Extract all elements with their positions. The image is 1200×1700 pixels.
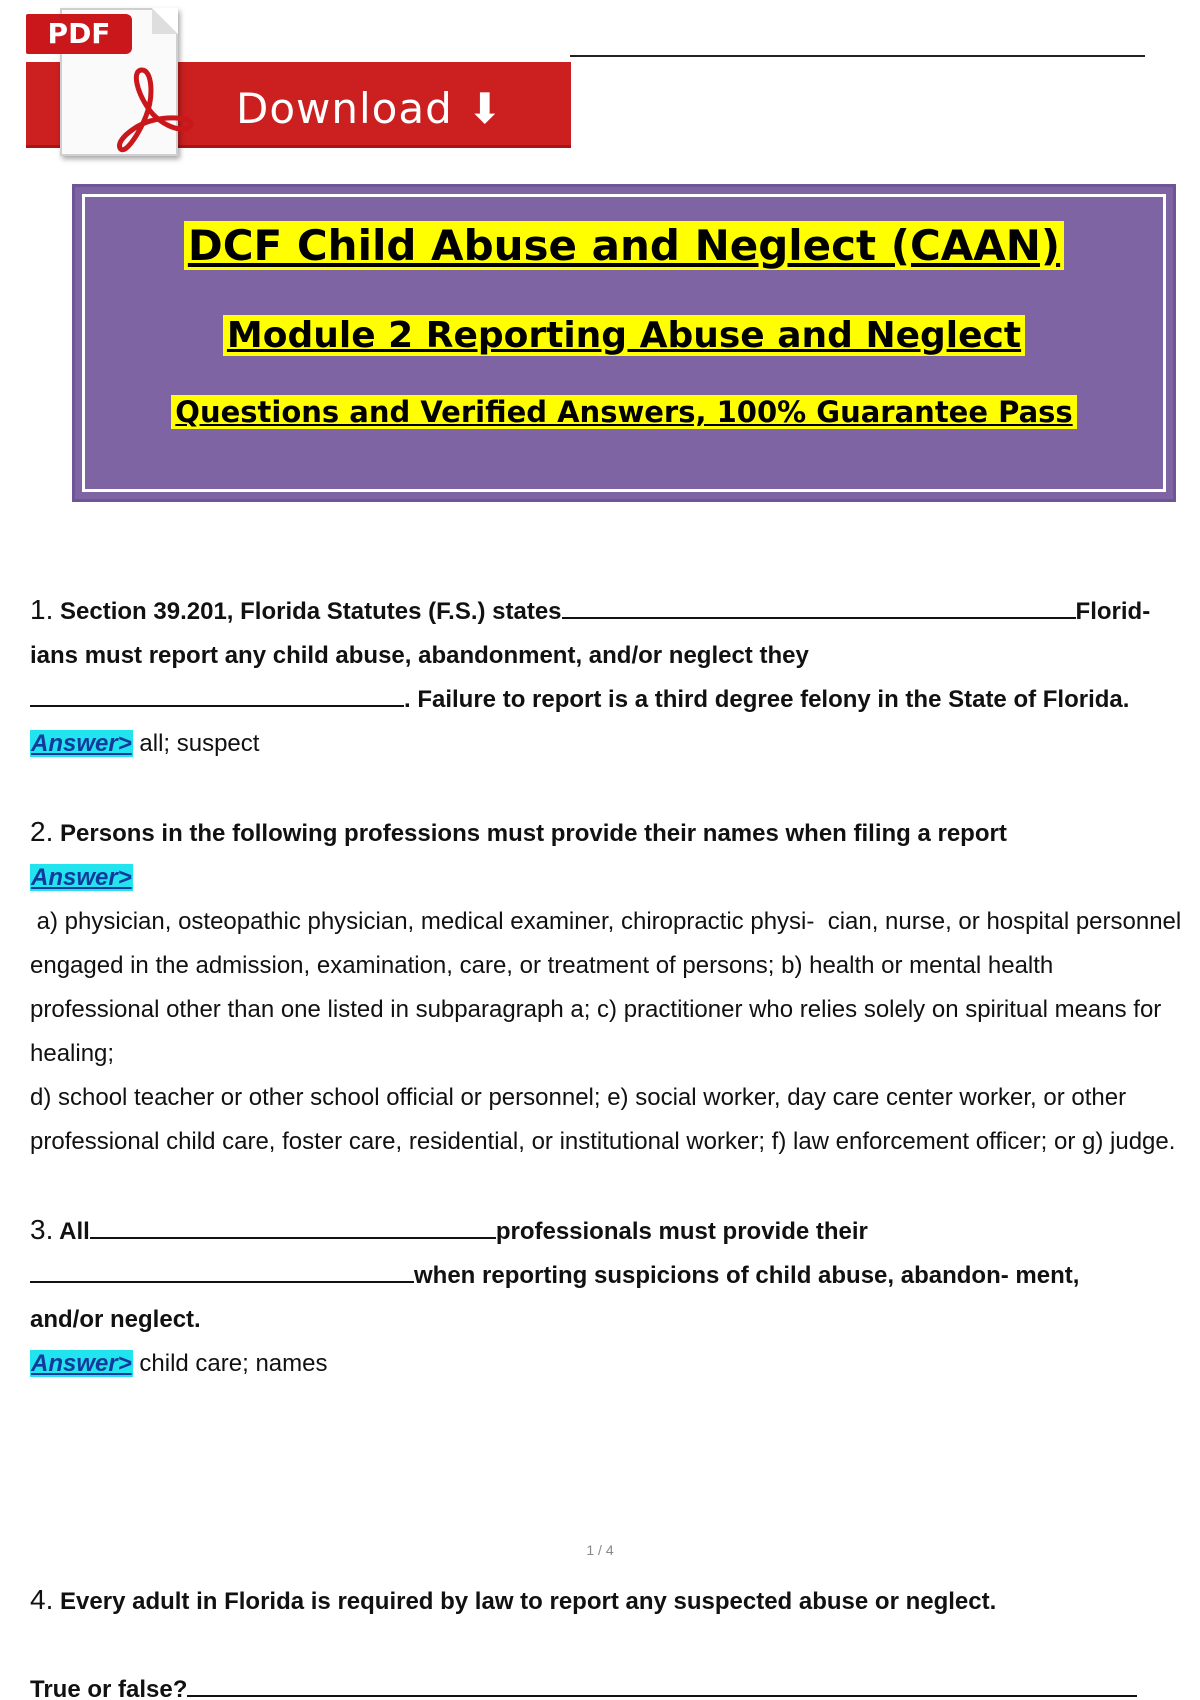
- pdf-download-banner[interactable]: [26, 8, 571, 158]
- fill-in-blank: [562, 597, 1076, 619]
- fill-in-blank: [30, 685, 404, 707]
- fill-in-blank: [187, 1675, 1137, 1697]
- question-1: [30, 588, 1185, 766]
- question-number: 1.: [30, 594, 54, 625]
- question-1-line-2: [30, 634, 1185, 678]
- question-text: Every adult in Florida is required by law to report any suspected abuse or neglect.: [60, 1588, 997, 1615]
- answer-line: engaged in the admission, examination, care, or treatment of persons; b) health or mental health: [30, 952, 1054, 979]
- question-3-line-3: [30, 1298, 1185, 1342]
- question-3-line-1: [30, 1208, 1185, 1254]
- header-rule: [570, 55, 1145, 57]
- page-indicator: 1 / 4: [586, 1542, 614, 1558]
- document-title: DCF Child Abuse and Neglect (CAAN): [75, 221, 1173, 270]
- question-number: 2.: [30, 816, 54, 847]
- question-text: All: [59, 1218, 90, 1245]
- question-text: and/or neglect.: [30, 1306, 201, 1333]
- question-4: [30, 1578, 1185, 1700]
- question-3: [30, 1208, 1185, 1386]
- questions-list: [30, 588, 1185, 1386]
- answer-row: [30, 856, 1185, 900]
- question-text: when reporting suspicions of child abuse, abandon- ment,: [414, 1262, 1080, 1289]
- answer-label: Answer>: [31, 730, 132, 757]
- answer-line: professional other than one listed in subparagraph a; c) practitioner who relies solely on spiritual means for: [30, 996, 1162, 1023]
- fill-in-blank: [30, 1261, 414, 1283]
- answer-paragraph: [30, 900, 1185, 1164]
- question-2: [30, 810, 1185, 1164]
- answer-row: [30, 722, 1185, 766]
- question-text: Florid-: [1075, 598, 1151, 625]
- answer-line: d) school teacher or other school official or personnel; e) social worker, day care center worker, or other: [30, 1084, 1127, 1111]
- document-tagline: Questions and Verified Answers, 100% Guarantee Pass: [75, 395, 1173, 429]
- question-text: Persons in the following professions must provide their names when filing a report: [60, 820, 1007, 847]
- question-number: 4.: [30, 1584, 54, 1615]
- question-4-line-1: [30, 1578, 1185, 1624]
- acrobat-logo-icon: [102, 62, 202, 158]
- answer-text: all; suspect: [139, 730, 260, 757]
- answer-label: Answer>: [31, 864, 132, 891]
- answer-row: [30, 1342, 1185, 1386]
- pdf-tag: PDF: [26, 14, 132, 54]
- answer-label: Answer>: [31, 1350, 132, 1377]
- question-2-line-1: [30, 810, 1185, 856]
- answer-line: professional child care, foster care, residential, or institutional worker; f) law enforcement officer; or g) judge.: [30, 1128, 1176, 1155]
- answer-line: a) physician, osteopathic physician, medical examiner, chiropractic physi- cian, nurse, or hospital personnel: [30, 908, 1182, 935]
- answer-line: healing;: [30, 1040, 115, 1067]
- question-4-prompt-row: [30, 1668, 1185, 1700]
- fill-in-blank: [90, 1217, 496, 1239]
- question-number: 3.: [30, 1214, 54, 1245]
- question-text: . Failure to report is a third degree felony in the State of Florida.: [404, 686, 1130, 713]
- download-label[interactable]: Download ⬇: [236, 84, 504, 133]
- question-text: ians must report any child abuse, abandonment, and/or neglect they: [30, 642, 809, 669]
- answer-text: child care; names: [139, 1350, 328, 1377]
- question-1-line-1: [30, 588, 1185, 634]
- title-box: [72, 184, 1176, 502]
- question-text: professionals must provide their: [495, 1218, 868, 1245]
- document-subtitle: Module 2 Reporting Abuse and Neglect: [75, 315, 1173, 356]
- question-3-line-2: [30, 1254, 1185, 1298]
- question-1-line-3: [30, 678, 1185, 722]
- question-prompt: True or false?: [30, 1676, 188, 1700]
- question-text: Section 39.201, Florida Statutes (F.S.) states: [60, 598, 562, 625]
